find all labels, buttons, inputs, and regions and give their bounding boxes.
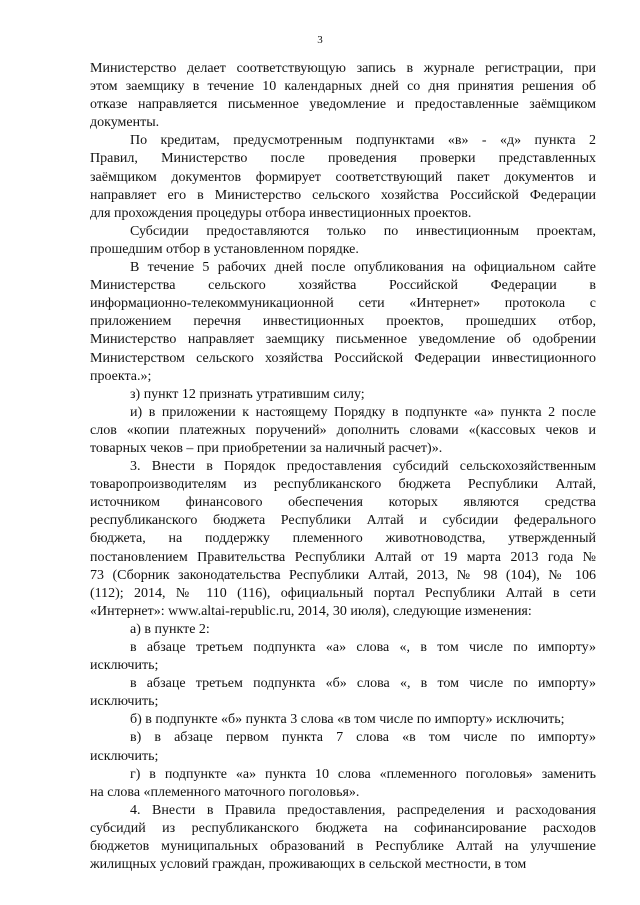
paragraph [90, 132, 596, 222]
text-line: и) в приложении к настоящему Порядку в подпункте «а» пункта 2 после [130, 404, 596, 420]
text-line: заёмщиком документов формирует соответствующий пакет документов и [90, 169, 596, 185]
text-line: з) пункт 12 признать утратившим силу; [130, 386, 365, 402]
paragraph [90, 60, 596, 132]
text-line: информационно-телекоммуникационной сети «Интернет» протокола с [90, 296, 596, 312]
paragraph [90, 729, 596, 765]
text-line: В течение 5 рабочих дней после опубликования на официальном сайте [130, 260, 596, 276]
text-line: Министерством сельского хозяйства Российской Федерации инвестиционного [90, 350, 596, 366]
text-line: Министерство направляет заемщику письменное уведомление об одобрении [90, 332, 596, 348]
text-line: в абзаце третьем подпункта «а» слова «, в том числе по импорту» [130, 640, 596, 655]
text-line: г) в подпункте «а» пункта 10 слова «племенного поголовья» заменить [130, 766, 596, 782]
text-line: Субсидии предоставляются только по инвестиционным проектам, [130, 223, 596, 239]
paragraph [90, 259, 596, 386]
text-line: 4. Внести в Правила предоставления, распределения и расходования [130, 802, 596, 818]
text-line: в) в абзаце первом пункта 7 слова «в том числе по импорту» [130, 730, 596, 746]
text-line: жилищных условий граждан, проживающих в сельской местности, в том [90, 857, 527, 873]
paragraph [90, 802, 596, 874]
text-line: республиканского бюджета Республики Алтай и субсидии федерального [90, 513, 596, 529]
text-line: субсидий из республиканского бюджета на софинансирование расходов [90, 820, 596, 836]
text-line: исключить; [90, 748, 159, 764]
text-line: слов «копии платежных поручений» дополнить словами «(кассовых чеков и [90, 422, 596, 438]
paragraph [90, 404, 596, 458]
text-line: в абзаце третьем подпункта «б» слова «, в том числе по импорту» [130, 676, 596, 692]
text-line: исключить; [90, 694, 159, 710]
text-line: на слова «племенного маточного поголовья». [90, 784, 360, 800]
paragraph [90, 621, 596, 639]
text-line: этом заемщику в течение 10 календарных дней со дня принятия решения об [90, 79, 596, 95]
paragraph [90, 386, 596, 404]
text-line: Министерство делает соответствующую запись в журнале регистрации, при [90, 61, 596, 76]
text-line: для прохождения процедуры отбора инвестиционных проектов. [90, 205, 472, 221]
text-line: направляет его в Министерство сельского хозяйства Российской Федерации [90, 187, 596, 203]
paragraph [90, 639, 596, 675]
text-line: проекта.»; [90, 368, 152, 384]
text-line: бюджетов муниципальных образований в Республике Алтай на улучшение [90, 839, 596, 855]
text-line: По кредитам, предусмотренным подпунктами «в» - «д» пункта 2 [130, 133, 596, 149]
paragraph [90, 458, 596, 621]
paragraph [90, 766, 596, 802]
text-line: отказе направляется письменное уведомление и предоставленные заёмщиком [90, 97, 596, 113]
text-line: а) в пункте 2: [130, 621, 210, 637]
text-line: (112); 2014, № 110 (116), официальный портал Республики Алтай в сети [90, 585, 596, 601]
text-line: «Интернет»: www.altai-republic.ru, 2014, 30 июля), следующие изменения: [90, 603, 532, 619]
text-line: 73 (Сборник законодательства Республики Алтай, 2013, № 98 (104), № 106 [90, 567, 596, 583]
text-line: товаропроизводителям из республиканского бюджета Республики Алтай, [90, 477, 596, 493]
text-line: товарных чеков – при приобретении за наличный расчет)». [90, 440, 443, 456]
document-body [90, 60, 596, 874]
text-line: источником финансового обеспечения которых являются средства [90, 495, 596, 511]
paragraph [90, 711, 596, 729]
text-line: приложением перечня инвестиционных проектов, прошедших отбор, [90, 314, 596, 330]
text-line: исключить; [90, 658, 159, 674]
paragraph [90, 223, 596, 259]
paragraph [90, 675, 596, 711]
page-number: 3 [317, 34, 323, 46]
text-line: Правил, Министерство после проведения проверки представленных [90, 151, 596, 167]
text-line: бюджета, на поддержку племенного животноводства, утвержденный [90, 531, 596, 547]
text-line: документы. [90, 115, 160, 131]
text-line: прошедшим отбор в установленном порядке. [90, 241, 359, 257]
text-line: Министерства сельского хозяйства Российской Федерации в [90, 278, 596, 294]
text-line: постановлением Правительства Республики Алтай от 19 марта 2013 года № [90, 549, 596, 565]
text-line: б) в подпункте «б» пункта 3 слова «в том числе по импорту» исключить; [130, 712, 565, 728]
text-line: 3. Внести в Порядок предоставления субсидий сельскохозяйственным [130, 459, 596, 475]
